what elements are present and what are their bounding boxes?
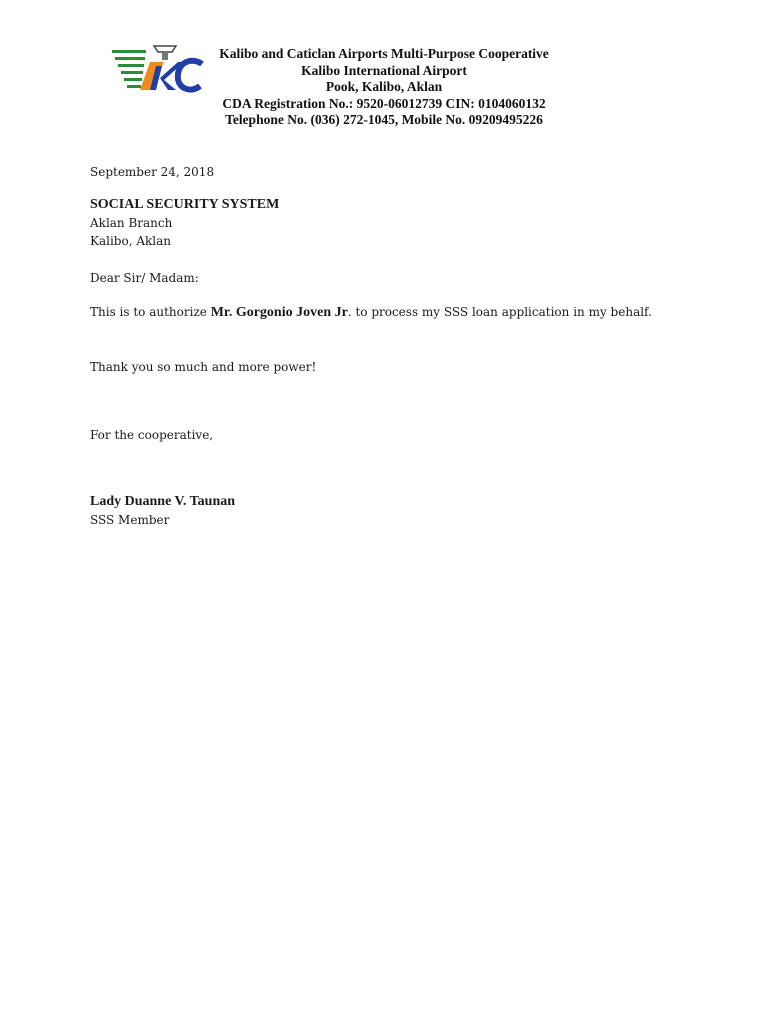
letter-greeting: Dear Sir/ Madam: (90, 271, 199, 285)
recipient-org: SOCIAL SECURITY SYSTEM (90, 197, 280, 212)
cooperative-name: Kalibo and Caticlan Airports Multi-Purpose Cooperative (219, 46, 549, 61)
airport-name: Kalibo International Airport (301, 62, 467, 78)
authorized-person: Mr. Gorgonio Joven Jr (210, 305, 348, 320)
letter-date: September 24, 2018 (90, 165, 215, 179)
authorization-paragraph (90, 302, 678, 324)
letter-closing: For the cooperative, (90, 428, 214, 442)
signature-block (90, 493, 678, 529)
logo-green-line (121, 71, 143, 74)
recipient-branch: Aklan Branch (90, 216, 173, 230)
registration-info: CDA Registration No.: 9520-06012739 CIN: 0104060132 (222, 95, 546, 111)
logo-tower-top (154, 46, 176, 52)
recipient-location: Kalibo, Aklan (90, 234, 171, 248)
contact-info: Telephone No. (036) 272-1045, Mobile No. 09209495226 (225, 112, 543, 128)
logo-green-line (127, 85, 141, 88)
authorization-post: . to process my SSS loan application in my behalf. (347, 305, 652, 319)
logo-green-line (112, 50, 146, 53)
authorization-pre: This is to authorize (90, 305, 211, 319)
thanks-paragraph: Thank you so much and more power! (90, 360, 317, 374)
logo-green-line (118, 64, 144, 67)
letterhead (0, 44, 768, 134)
cooperative-address: Pook, Kalibo, Aklan (325, 79, 443, 95)
logo-tower-body (162, 52, 168, 60)
logo-green-line (124, 78, 142, 81)
logo-green-line (115, 57, 145, 60)
signer-name: Lady Duanne V. Taunan (90, 494, 236, 509)
letterhead-text (192, 46, 576, 129)
recipient-block (90, 196, 678, 250)
signer-title: SSS Member (90, 513, 170, 527)
